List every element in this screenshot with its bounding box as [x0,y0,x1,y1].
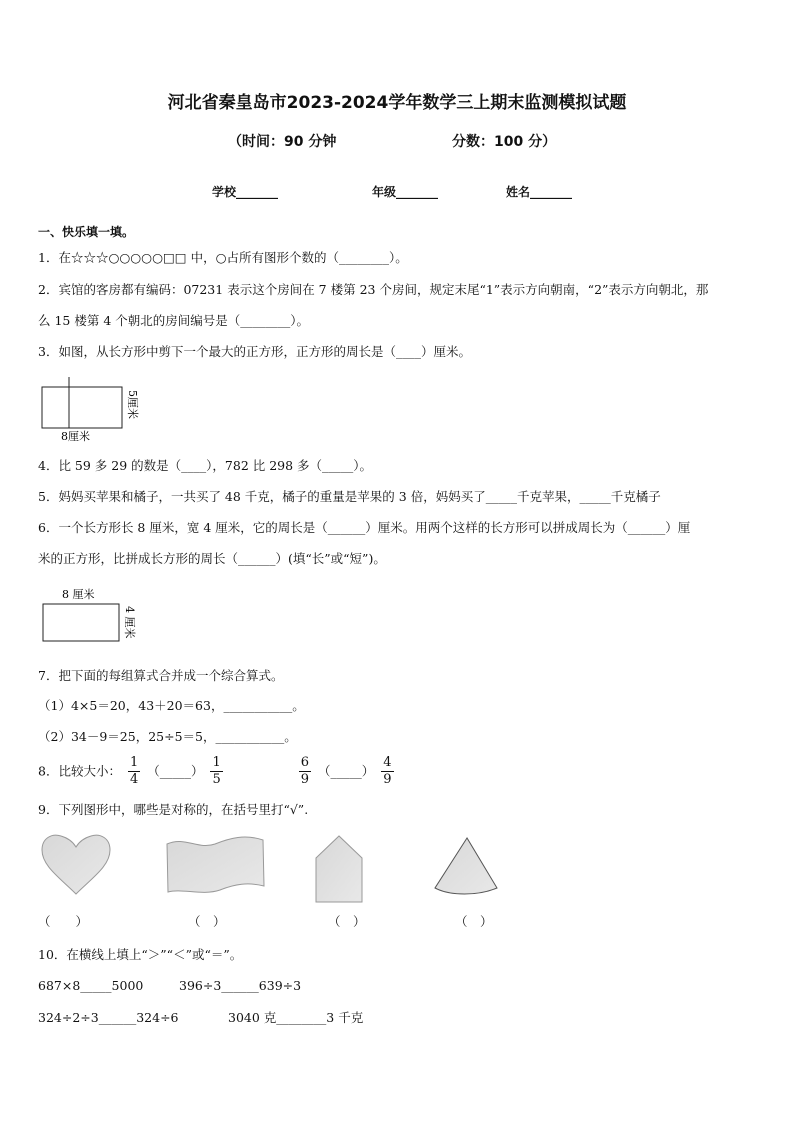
school-field: 学校_______ [212,185,279,199]
question-7-1: （1）4×5＝20，43＋20＝63，___________。 [38,698,305,713]
exam-time: （时间：90 分钟 [228,134,337,150]
q9-paren-1[interactable]: （ ） [38,914,89,929]
question-8 [38,755,397,788]
question-3: 3．如图，从长方形中剪下一个最大的正方形，正方形的周长是（____）厘米。 [38,344,471,359]
question-9: 9．下列图形中，哪些是对称的，在括号里打“√”. [38,802,309,817]
q10-item-c: 324÷2÷3______324÷6 [38,1010,179,1025]
q6-figure [38,586,143,648]
question-10: 10．在横线上填上“＞”“＜”或“＝”。 [38,947,243,962]
exam-score: 分数：100 分） [452,134,557,150]
question-6-line1: 6．一个长方形长 8 厘米，宽 4 厘米，它的周长是（______）厘米。用两个这样的长方形可以拼成周长为（______）厘 [38,520,691,535]
q9-paren-2[interactable]: （ ） [188,914,226,929]
question-7-2: （2）34－9＝25，25÷5＝5，___________。 [38,729,297,744]
q6-side-label: 4 厘米 [123,606,136,639]
q8-fraction-4: $\frac{4}{9}$ [383,755,392,787]
question-5: 5．妈妈买苹果和橘子，一共买了 48 千克，橘子的重量是苹果的 3 倍，妈妈买了_____千克苹果，_____千克橘子 [38,489,661,504]
q8-label: 8．比较大小： [38,763,121,779]
q9-paren-3[interactable]: （ ） [328,914,366,929]
q8-fraction-2: $\frac{1}{5}$ [212,755,221,787]
q10-item-d: 3040 克________3 千克 [228,1010,364,1025]
section-title: 一、快乐填一填。 [38,225,135,239]
question-2-line1: 2．宾馆的客房都有编码：07231 表示这个房间在 7 楼第 23 个房间，规定末尾“1”表示方向朝南，“2”表示方向朝北，那 [38,282,709,297]
house-shape [316,836,362,902]
q3-figure [38,374,139,444]
question-6-line2: 米的正方形，比拼成长方形的周长（______）(填“长”或“短”)。 [38,551,386,566]
q6-rectangle [43,604,119,641]
q3-side-label: 5厘米 [126,390,139,419]
q8-blank-1[interactable]: （_____） [147,763,204,779]
q9-paren-4[interactable]: （ ） [455,914,493,929]
q10-item-b: 396÷3______639÷3 [179,978,302,993]
q8-blank-2[interactable]: （_____） [317,763,375,779]
heart-shape [42,835,110,894]
question-2-line2: 么 15 楼第 4 个朝北的房间编号是（________）。 [38,313,310,328]
sector-shape [435,838,497,894]
question-7: 7．把下面的每组算式合并成一个综合算式。 [38,668,284,683]
name-field: 姓名_______ [506,185,573,199]
q8-fraction-1: $\frac{1}{4}$ [129,755,139,787]
q8-fraction-3: $\frac{6}{9}$ [300,755,309,787]
q6-top-label: 8 厘米 [62,588,95,601]
q3-bottom-label: 8厘米 [61,430,90,443]
grade-field: 年级_______ [372,185,439,199]
question-1: 1．在☆☆☆○○○○○□□ 中，○占所有图形个数的（________）。 [38,250,408,265]
exam-title: 河北省秦皇岛市2023-2024学年数学三上期末监测模拟试题 [167,93,627,113]
question-4: 4．比 59 多 29 的数是（____），782 比 298 多（_____）。 [38,458,373,473]
q10-item-a: 687×8_____5000 [38,978,144,993]
q9-shapes [30,828,510,908]
wave-shape [167,837,264,892]
q3-rectangle [42,387,122,428]
